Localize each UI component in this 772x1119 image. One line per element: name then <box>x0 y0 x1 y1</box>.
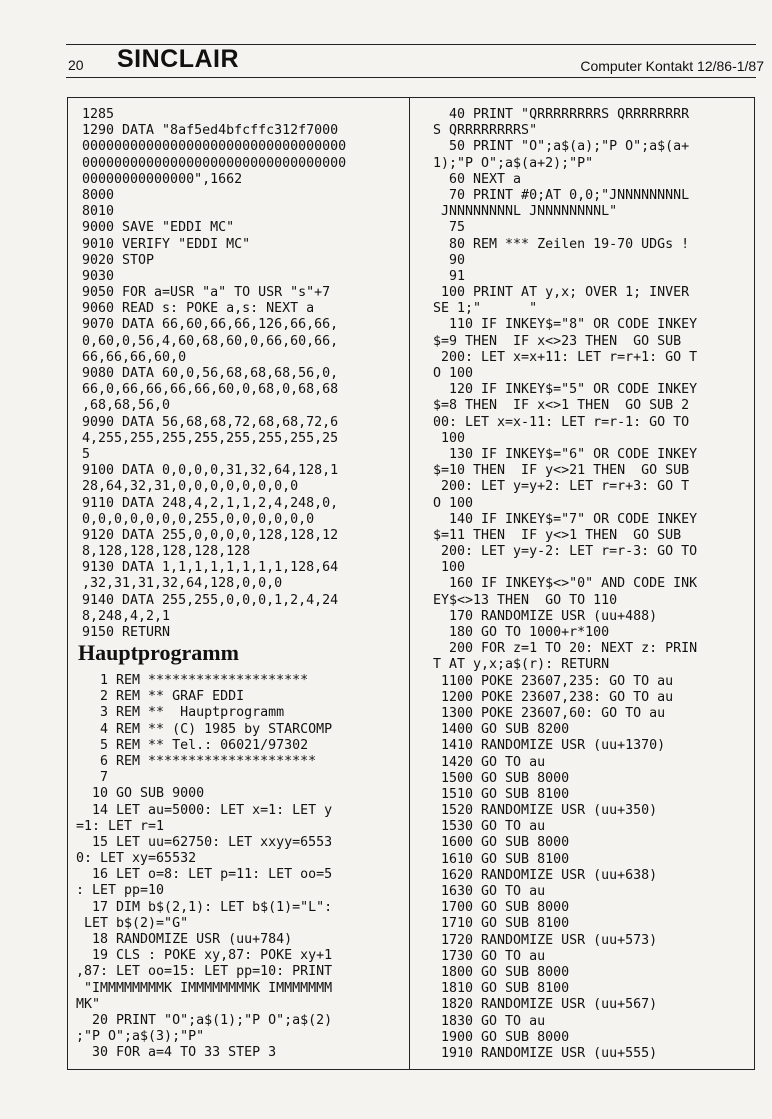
code-line: 5 REM ** Tel.: 06021/97302 <box>76 737 309 753</box>
code-line: 8000 <box>82 187 115 203</box>
code-line: 9100 DATA 0,0,0,0,31,32,64,128,1 <box>82 463 339 479</box>
code-line: 17 DIM b$(2,1): LET b$(1)="L": <box>76 899 333 915</box>
code-line: 200: LET x=x+11: LET r=r+1: GO T <box>433 349 698 365</box>
code-line: 9120 DATA 255,0,0,0,0,128,128,12 <box>82 527 339 543</box>
code-line: 60 NEXT a <box>433 171 522 187</box>
code-line: 1400 GO SUB 8200 <box>433 722 570 738</box>
code-line: 1 REM ******************** <box>76 673 309 688</box>
code-line: 1610 GO SUB 8100 <box>433 851 570 867</box>
code-line: SE 1;" " <box>433 301 538 317</box>
code-line: 50 PRINT "O";a$(a);"P O";a$(a+ <box>433 139 690 155</box>
code-line: 9130 DATA 1,1,1,1,1,1,1,1,128,64 <box>82 560 339 576</box>
header-bottom-rule <box>66 77 756 78</box>
code-line: 160 IF INKEY$<>"0" AND CODE INK <box>433 576 698 592</box>
code-line: 90 <box>433 252 466 268</box>
issue-label: Computer Kontakt 12/86-1/87 <box>580 58 764 74</box>
code-line: 1830 GO TO au <box>433 1013 546 1029</box>
code-line: 9110 DATA 248,4,2,1,1,2,4,248,0, <box>82 495 339 511</box>
code-line: 1500 GO SUB 8000 <box>433 770 570 786</box>
code-line: 16 LET o=8: LET p=11: LET oo=5 <box>76 867 333 883</box>
code-line: $=10 THEN IF y<>21 THEN GO SUB <box>433 463 690 479</box>
code-line: 1630 GO TO au <box>433 884 546 899</box>
code-line: 30 FOR a=4 TO 33 STEP 3 <box>76 1045 277 1061</box>
code-line: O 100 <box>433 366 474 381</box>
code-line: 6 REM ********************* <box>76 753 317 769</box>
code-line: JNNNNNNNNL JNNNNNNNNL" <box>433 204 618 220</box>
code-line: ,87: LET oo=15: LET pp=10: PRINT <box>76 964 333 980</box>
listing-left-bottom <box>76 673 332 1062</box>
code-line: ;"P O";a$(3);"P" <box>76 1029 205 1045</box>
code-line: =1: LET r=1 <box>76 818 165 834</box>
code-line: 66,66,66,60,0 <box>82 349 187 365</box>
code-line: 00000000000000",1662 <box>82 171 243 187</box>
code-line: MK" <box>76 996 101 1012</box>
code-line: 7 <box>76 770 109 786</box>
code-line: 0,0,0,0,0,0,0,255,0,0,0,0,0,0 <box>82 511 315 527</box>
code-line: 100 <box>433 560 466 576</box>
listing-right <box>433 107 697 1062</box>
code-line: 9150 RETURN <box>82 625 171 640</box>
code-line: 1600 GO SUB 8000 <box>433 835 570 851</box>
code-line: 1100 POKE 23607,235: GO TO au <box>433 673 674 689</box>
section-heading: Hauptprogramm <box>78 640 239 665</box>
magazine-title: SINCLAIR <box>117 45 240 73</box>
code-line: 1);"P O";a$(a+2);"P" <box>433 155 594 171</box>
code-line: 80 REM *** Zeilen 19-70 UDGs ! <box>433 236 690 252</box>
code-line: LET b$(2)="G" <box>76 915 189 931</box>
code-line: 1720 RANDOMIZE USR (uu+573) <box>433 932 658 948</box>
code-line: 1710 GO SUB 8100 <box>433 916 570 932</box>
code-line: 8010 <box>82 204 115 220</box>
code-line: $=8 THEN IF x<>1 THEN GO SUB 2 <box>433 398 690 414</box>
listing-left-top <box>82 107 346 641</box>
code-line: 4,255,255,255,255,255,255,255,25 <box>82 430 339 446</box>
code-line: O 100 <box>433 495 474 511</box>
column-divider <box>409 97 410 1070</box>
code-line: 9080 DATA 60,0,56,68,68,68,56,0, <box>82 366 339 381</box>
code-line: 28,64,32,31,0,0,0,0,0,0,0,0 <box>82 479 299 495</box>
code-line: $=9 THEN IF x<>23 THEN GO SUB <box>433 333 682 349</box>
code-line: 0,60,0,56,4,60,68,60,0,66,60,66, <box>82 333 339 349</box>
code-line: ,32,31,31,32,64,128,0,0,0 <box>82 576 283 592</box>
code-line: 40 PRINT "QRRRRRRRRS QRRRRRRRR <box>433 107 690 122</box>
code-line: 9000 SAVE "EDDI MC" <box>82 220 235 236</box>
code-line: "IMMMMMMMMK IMMMMMMMMK IMMMMMMM <box>76 980 333 996</box>
code-line: 200 FOR z=1 TO 20: NEXT z: PRIN <box>433 641 698 657</box>
code-line: ,68,68,56,0 <box>82 398 171 414</box>
code-line: EY$<>13 THEN GO TO 110 <box>433 592 618 608</box>
code-line: 10 GO SUB 9000 <box>76 786 205 802</box>
code-line: 1910 RANDOMIZE USR (uu+555) <box>433 1045 658 1061</box>
code-line: 18 RANDOMIZE USR (uu+784) <box>76 932 293 947</box>
code-line: 1420 GO TO au <box>433 754 546 770</box>
code-line: 9010 VERIFY "EDDI MC" <box>82 236 251 252</box>
code-line: 1730 GO TO au <box>433 948 546 964</box>
page-header <box>0 0 772 80</box>
code-line: 180 GO TO 1000+r*100 <box>433 625 610 640</box>
code-line: 1810 GO SUB 8100 <box>433 981 570 997</box>
code-line: 1620 RANDOMIZE USR (uu+638) <box>433 867 658 883</box>
code-line: 9070 DATA 66,60,66,66,126,66,66, <box>82 317 339 333</box>
code-line: 1285 <box>82 107 115 122</box>
code-line: 75 <box>433 220 466 236</box>
code-line: 000000000000000000000000000000000 <box>82 155 347 171</box>
code-line: 1510 GO SUB 8100 <box>433 786 570 802</box>
code-line: 1700 GO SUB 8000 <box>433 900 570 916</box>
code-line: 100 <box>433 430 466 446</box>
code-line: 3 REM ** Hauptprogramm <box>76 705 285 721</box>
code-line: 91 <box>433 268 466 284</box>
code-line: 20 PRINT "O";a$(1);"P O";a$(2) <box>76 1012 333 1028</box>
code-line: 0: LET xy=65532 <box>76 851 197 867</box>
code-line: 130 IF INKEY$="6" OR CODE INKEY <box>433 446 698 462</box>
code-line: 110 IF INKEY$="8" OR CODE INKEY <box>433 317 698 333</box>
code-line: 1800 GO SUB 8000 <box>433 964 570 980</box>
code-line: 170 RANDOMIZE USR (uu+488) <box>433 608 658 624</box>
code-line: 1820 RANDOMIZE USR (uu+567) <box>433 997 658 1013</box>
code-line: 200: LET y=y-2: LET r=r-3: GO TO <box>433 544 698 560</box>
code-line: 9020 STOP <box>82 252 155 268</box>
code-line: 9060 READ s: POKE a,s: NEXT a <box>82 301 315 317</box>
code-line: 1290 DATA "8af5ed4bfcffc312f7000 <box>82 123 339 139</box>
code-line: 15 LET uu=62750: LET xxyy=6553 <box>76 834 333 850</box>
code-line: 140 IF INKEY$="7" OR CODE INKEY <box>433 511 698 527</box>
code-line: 2 REM ** GRAF EDDI <box>76 689 245 705</box>
code-line: 1530 GO TO au <box>433 819 546 835</box>
page-number: 20 <box>68 57 84 73</box>
code-line: 14 LET au=5000: LET x=1: LET y <box>76 802 333 818</box>
code-line: 4 REM ** (C) 1985 by STARCOMP <box>76 721 333 737</box>
code-line: 9030 <box>82 268 115 284</box>
code-line: T AT y,x;a$(r): RETURN <box>433 657 610 673</box>
code-line: 9050 FOR a=USR "a" TO USR "s"+7 <box>82 285 331 301</box>
code-line: 00: LET x=x-11: LET r=r-1: GO TO <box>433 414 690 430</box>
code-line: 70 PRINT #0;AT 0,0;"JNNNNNNNNL <box>433 187 690 203</box>
code-line: 100 PRINT AT y,x; OVER 1; INVER <box>433 285 690 301</box>
code-line: 120 IF INKEY$="5" OR CODE INKEY <box>433 382 698 398</box>
code-line: 9090 DATA 56,68,68,72,68,68,72,6 <box>82 414 339 430</box>
code-line: 000000000000000000000000000000000 <box>82 139 347 155</box>
code-line: 9140 DATA 255,255,0,0,0,1,2,4,24 <box>82 592 339 608</box>
code-line: 200: LET y=y+2: LET r=r+3: GO T <box>433 479 690 495</box>
code-line: 1900 GO SUB 8000 <box>433 1029 570 1045</box>
code-line: 19 CLS : POKE xy,87: POKE xy+1 <box>76 948 333 964</box>
code-line: 8,128,128,128,128,128 <box>82 544 251 560</box>
code-line: 1200 POKE 23607,238: GO TO au <box>433 689 674 705</box>
code-line: S QRRRRRRRRS" <box>433 123 538 139</box>
code-line: 1520 RANDOMIZE USR (uu+350) <box>433 803 658 819</box>
code-line: 5 <box>82 446 91 462</box>
code-line: $=11 THEN IF y<>1 THEN GO SUB <box>433 527 682 543</box>
code-line: 1300 POKE 23607,60: GO TO au <box>433 705 666 721</box>
code-line: : LET pp=10 <box>76 883 165 899</box>
code-line: 1410 RANDOMIZE USR (uu+1370) <box>433 738 666 754</box>
code-line: 8,248,4,2,1 <box>82 608 171 624</box>
code-line: 66,0,66,66,66,66,60,0,68,0,68,68 <box>82 382 339 398</box>
